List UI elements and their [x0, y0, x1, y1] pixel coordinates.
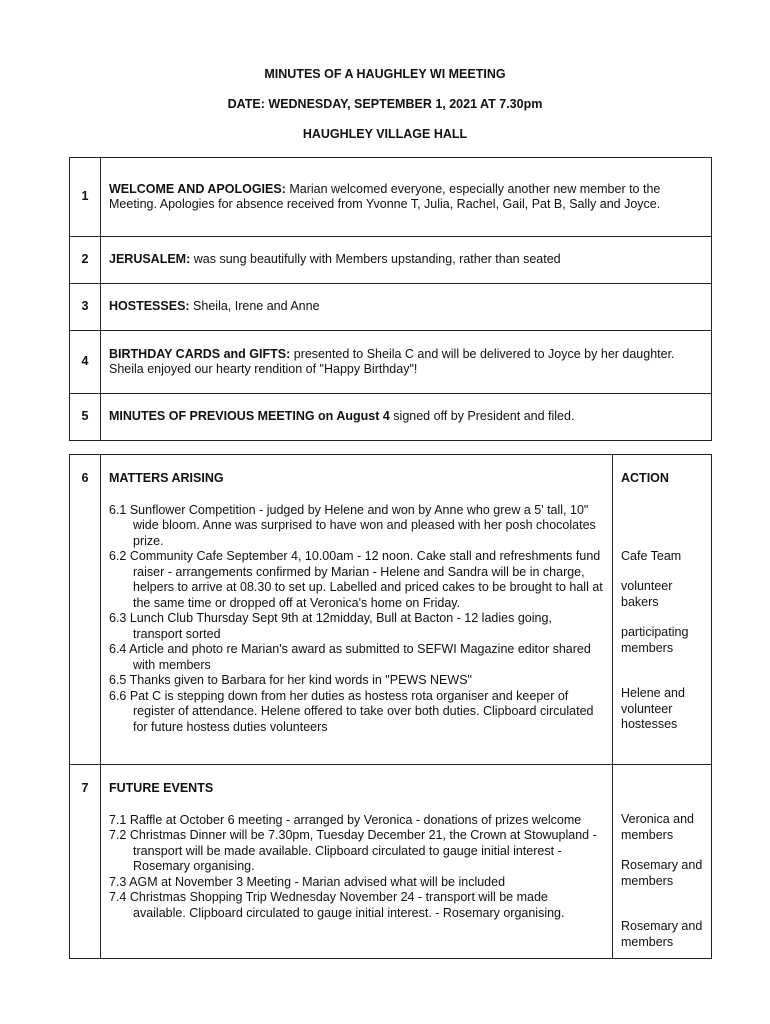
section-title: MATTERS ARISING — [109, 471, 224, 485]
item-content — [101, 284, 712, 331]
item-number: 4 — [70, 331, 101, 394]
list-item: 7.2 Christmas Dinner will be 7.30pm, Tuesday December 21, the Crown at Stowupland - transport will be made available. Clipboard circulated to gauge initial interest - Rosemary organising. — [109, 828, 597, 873]
section-number: 6 — [70, 455, 101, 765]
meeting-date: DATE: WEDNESDAY, SEPTEMBER 1, 2021 AT 7.30pm — [227, 97, 543, 111]
action-item: Rosemary and members — [621, 858, 703, 888]
list-item: 6.1 Sunflower Competition - judged by Helene and won by Anne who grew a 5' tall, 10" wide bloom. Anne was surprised to have won and pleased with her posh chocolates prize. — [109, 502, 596, 548]
list-item: 7.3 AGM at November 3 Meeting - Marian advised what will be included — [109, 874, 506, 889]
sections-table — [69, 454, 712, 959]
list-item: 6.5 Thanks given to Barbara for her kind words in "PEWS NEWS" — [109, 673, 472, 687]
item-content — [101, 237, 712, 284]
agenda-row — [70, 158, 712, 237]
item-text: was sung beautifully with Members upstanding, rather than seated — [190, 252, 561, 267]
action-item: Cafe Team — [621, 548, 682, 563]
list-item: 6.3 Lunch Club Thursday Sept 9th at 12midday, Bull at Bacton - 12 ladies going, transport sorted — [109, 611, 552, 641]
matters-arising-content — [101, 455, 613, 765]
item-number: 2 — [70, 237, 101, 284]
item-text: Sheila, Irene and Anne — [189, 299, 320, 314]
item-content — [101, 331, 712, 394]
action-item: Helene and volunteer hostesses — [621, 686, 685, 731]
list-item: 7.4 Christmas Shopping Trip Wednesday November 24 - transport will be made available. Clipboard circulated to gauge initial interest. - Rosemary organising. — [109, 890, 565, 920]
agenda-row — [70, 284, 712, 331]
item-heading: MINUTES OF PREVIOUS MEETING on August 4 — [109, 409, 390, 424]
action-item: Rosemary and members — [621, 919, 703, 949]
future-events-content — [101, 765, 613, 959]
item-content — [101, 394, 712, 441]
item-heading: JERUSALEM: — [109, 252, 191, 267]
section-number: 7 — [70, 765, 101, 959]
section-title: FUTURE EVENTS — [109, 781, 214, 795]
item-number: 1 — [70, 158, 101, 237]
item-text: Marian welcomed everyone, especially another new member to the Meeting. Apologies for absence received from Yvonne T, Julia, Rachel, Gail, Pat B, Sally and Joyce. — [109, 181, 661, 211]
action-column — [613, 455, 712, 765]
action-title: ACTION — [621, 471, 669, 485]
list-item: 6.6 Pat C is stepping down from her duties as hostess rota organiser and keeper of register of attendance. Helene offered to take over both duties. Clipboard circulated for future hostess duties volunteers — [109, 688, 594, 734]
item-heading: WELCOME AND APOLOGIES: — [109, 181, 286, 196]
list-item: 7.1 Raffle at October 6 meeting - arranged by Veronica - donations of prizes welcome — [109, 812, 582, 827]
matters-arising-row — [70, 455, 712, 765]
item-content — [101, 158, 712, 237]
action-item: volunteer bakers — [621, 579, 673, 609]
action-item: Veronica and members — [621, 812, 694, 842]
list-item: 6.4 Article and photo re Marian's award as submitted to SEFWI Magazine editor shared with members — [109, 642, 591, 672]
meeting-venue: HAUGHLEY VILLAGE HALL — [302, 127, 468, 141]
item-heading: BIRTHDAY CARDS and GIFTS: — [109, 346, 291, 361]
agenda-table — [69, 157, 712, 441]
action-item: participating members — [621, 625, 689, 655]
agenda-row — [70, 331, 712, 394]
agenda-row — [70, 394, 712, 441]
item-number: 5 — [70, 394, 101, 441]
item-number: 3 — [70, 284, 101, 331]
future-events-row — [70, 765, 712, 959]
action-column — [613, 765, 712, 959]
item-heading: HOSTESSES: — [109, 299, 190, 314]
item-text: signed off by President and filed. — [389, 409, 575, 424]
item-text: presented to Sheila C and will be delivered to Joyce by her daughter. Sheila enjoyed our hearty rendition of "Happy Birthday"! — [109, 346, 675, 376]
list-item: 6.2 Community Cafe September 4, 10.00am - 12 noon. Cake stall and refreshments fund raiser - arrangements confirmed by Marian - Helene and Sandra will be in charge, helpers to arrive at 08.30 to set up. Labelled and priced cakes to be brought to hall at the same time or dropped off at Veronica's home on Friday. — [109, 549, 603, 610]
document-title: MINUTES OF A HAUGHLEY WI MEETING — [264, 67, 506, 81]
agenda-row — [70, 237, 712, 284]
